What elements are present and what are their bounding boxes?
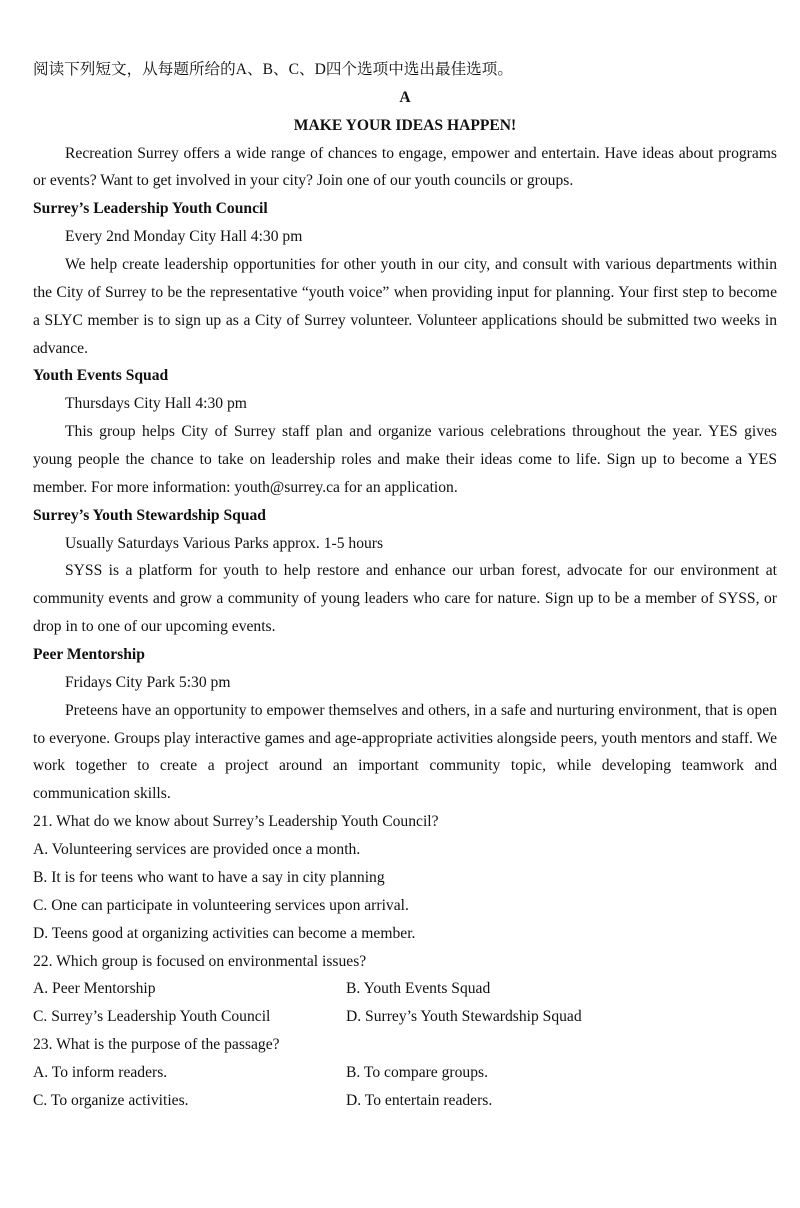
question-option: B. It is for teens who want to have a say in city planning [33,868,385,886]
instruction: 阅读下列短文，从每题所给的A、B、C、D四个选项中选出最佳选项。 [33,61,513,78]
question-option: D. To entertain readers. [346,1091,493,1109]
question-option: D. Teens good at organizing activities can become a member. [33,924,416,942]
question-option: B. Youth Events Squad [346,980,491,998]
document [33,56,777,1115]
group-description: This group helps City of Surrey staff plan and organize various celebrations throughout the year. YES gives young people the chance to take on leadership roles and make their ideas come to life. Sign up to become a YES member. For more information: youth@surrey.ca for an application. [33,423,777,496]
intro-paragraph: Recreation Surrey offers a wide range of chances to engage, empower and entertain. Have ideas about programs or events? Want to get involved in your city? Join one of our youth councils or groups. [33,144,777,190]
group-heading: Surrey’s Leadership Youth Council [33,200,268,218]
question-stem: 22. Which group is focused on environmental issues? [33,952,367,970]
option-row [33,975,777,1003]
option-row [33,1087,777,1115]
group-heading: Peer Mentorship [33,646,145,664]
question-option: A. Peer Mentorship [33,980,156,998]
question-option: C. One can participate in volunteering services upon arrival. [33,896,409,914]
group-description: Preteens have an opportunity to empower themselves and others, in a safe and nurturing environment, that is open to everyone. Groups play interactive games and age-appropriate activities alongside peers, youth mentors and staff. We work together to create a project around an important community topic, while developing teamwork and communication skills. [33,701,777,803]
group-heading: Youth Events Squad [33,367,169,385]
question-option: B. To compare groups. [346,1063,488,1081]
group-schedule: Fridays City Park 5:30 pm [65,673,231,691]
group-heading: Surrey’s Youth Stewardship Squad [33,506,266,524]
option-row [33,1059,777,1087]
group-description: We help create leadership opportunities for other youth in our city, and consult with various departments within the City of Surrey to be the representative “youth voice” when providing input for planning. Your first step to become a SLYC member is to sign up as a City of Surrey volunteer. Volunteer applications should be submitted two weeks in advance. [33,256,777,357]
group-schedule: Every 2nd Monday City Hall 4:30 pm [65,228,303,246]
question-option: C. To organize activities. [33,1091,189,1109]
question-option: C. Surrey’s Leadership Youth Council [33,1008,271,1026]
question-stem: 23. What is the purpose of the passage? [33,1036,280,1054]
question-option: A. To inform readers. [33,1063,168,1081]
group-schedule: Thursdays City Hall 4:30 pm [65,395,247,413]
section-label: A [399,88,411,106]
question-option: A. Volunteering services are provided once a month. [33,841,361,859]
option-row [33,1003,777,1031]
passage-title: MAKE YOUR IDEAS HAPPEN! [293,116,517,134]
question-option: D. Surrey’s Youth Stewardship Squad [346,1008,582,1026]
group-description: SYSS is a platform for youth to help restore and enhance our urban forest, advocate for our environment at community events and grow a community of young leaders who care for nature. Sign up to be a member of SYSS, or drop in to one of our upcoming events. [33,562,777,636]
question-stem: 21. What do we know about Surrey’s Leadership Youth Council? [33,813,439,831]
group-schedule: Usually Saturdays Various Parks approx. 1-5 hours [65,534,384,552]
